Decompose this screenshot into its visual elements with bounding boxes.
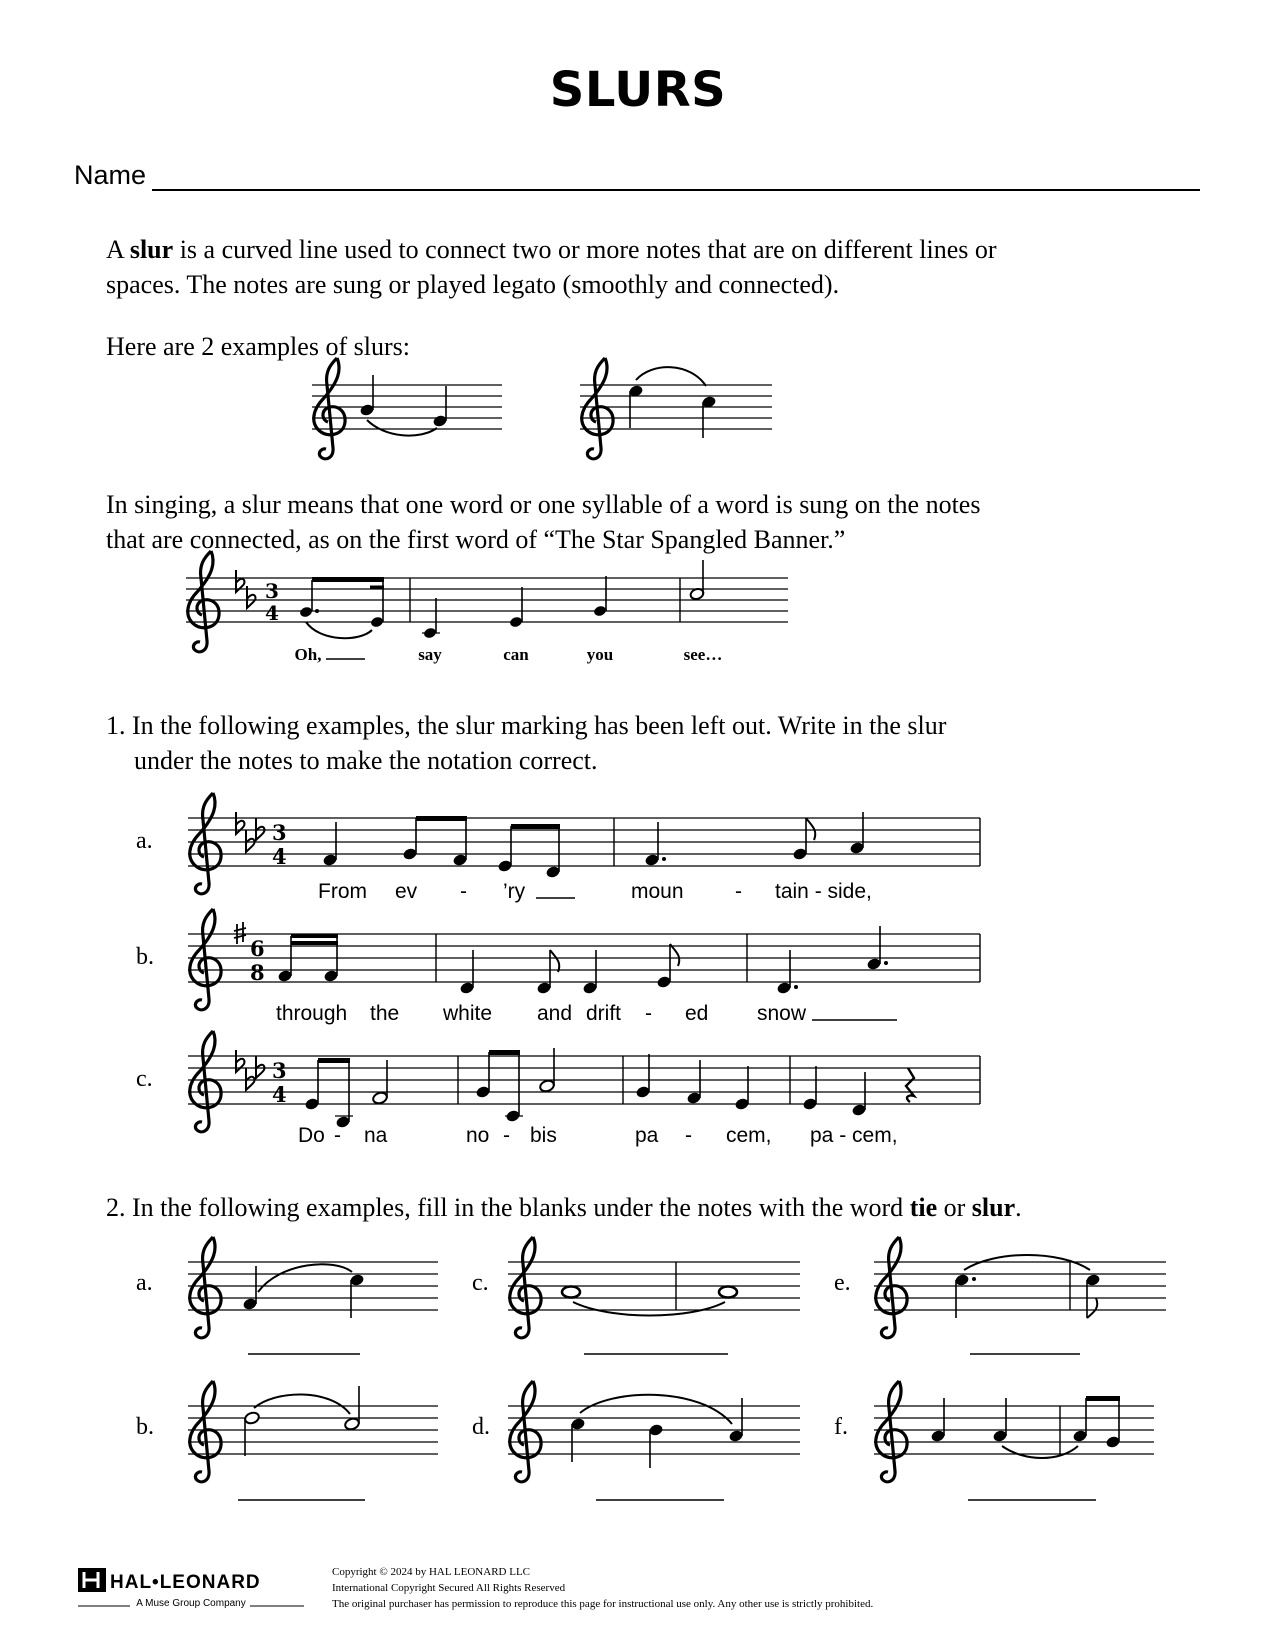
svg-text:c.: c.: [472, 1270, 489, 1296]
svg-text:na: na: [364, 1124, 388, 1147]
singing-line-1: In singing, a slur means that one word or one syllable of a word is sung on the notes: [106, 490, 981, 519]
svg-text:From: From: [318, 880, 367, 903]
treble-clef-icon: [314, 358, 345, 459]
svg-text:snow: snow: [757, 1002, 807, 1025]
question-1-line-1: 1. In the following examples, the slur marking has been left out. Write in the slur: [106, 711, 947, 740]
lyric-you: you: [586, 645, 614, 664]
svg-text:-: -: [685, 1124, 692, 1147]
time-sig-bottom: 4: [265, 601, 279, 625]
svg-text:cem,: cem,: [726, 1124, 772, 1147]
tie-mark: [1002, 1446, 1078, 1458]
flat-icon: [256, 1056, 265, 1078]
q1-example-a: [136, 793, 980, 903]
svg-text:b.: b.: [136, 1414, 154, 1440]
slur-mark: [580, 1395, 732, 1424]
svg-text:3: 3: [272, 820, 287, 845]
flat-icon: [246, 830, 255, 852]
lyric-say: say: [418, 645, 442, 664]
example-slur-2: [580, 358, 772, 459]
example-slur-1: [312, 358, 502, 459]
intro-line-2: spaces. The notes are sung or played legato (smoothly and connected).: [106, 270, 840, 299]
lyric-see: see…: [683, 645, 723, 664]
q2-example-c: [472, 1237, 800, 1354]
svg-text:and: and: [537, 1002, 573, 1025]
svg-text:-: -: [645, 1002, 652, 1025]
permission-line: The original purchaser has permission to reproduce this page for instructional use only. Any other use is strictly prohibited.: [332, 1598, 874, 1610]
svg-text:the: the: [370, 1002, 400, 1025]
svg-text:ev: ev: [395, 880, 418, 903]
svg-text:b.: b.: [136, 944, 154, 970]
word-tie: tie: [909, 1193, 938, 1222]
lyric-oh: Oh,: [294, 645, 322, 664]
examples-heading: Here are 2 examples of slurs:: [106, 332, 410, 361]
q2-example-d: [472, 1381, 800, 1500]
slur-mark: [258, 1264, 352, 1292]
svg-text:’ry: ’ry: [503, 880, 526, 903]
question-2: 2. In the following examples, fill in the blanks under the notes with the word tie or slur.: [106, 1193, 1022, 1222]
time-sig-top: 3: [265, 579, 279, 603]
svg-text:-: -: [503, 1124, 510, 1147]
flat-icon: [236, 1050, 245, 1072]
staff-lines: [312, 385, 502, 429]
rest-icon: [906, 1068, 914, 1102]
svg-text:d.: d.: [472, 1414, 490, 1440]
publisher-logo-text: HAL•LEONARD: [110, 1572, 261, 1593]
word-slur: slur: [971, 1193, 1016, 1222]
staff-lines: [188, 818, 980, 866]
copyright-line: Copyright © 2024 by HAL LEONARD LLC: [332, 1566, 530, 1578]
page-title: SLURS: [549, 62, 727, 118]
svg-text:e.: e.: [834, 1270, 851, 1296]
svg-text:-: -: [460, 880, 467, 903]
flat-icon: [246, 1068, 255, 1090]
staff-lines: [580, 385, 772, 429]
tie-mark: [573, 1302, 725, 1316]
slur-mark: [367, 420, 437, 436]
treble-clef-icon: [582, 358, 613, 459]
svg-text:-: -: [334, 1124, 341, 1147]
publisher-logo-sub: A Muse Group Company: [136, 1598, 246, 1609]
svg-text:ed: ed: [685, 1002, 709, 1025]
q1-example-b: [136, 909, 980, 1025]
treble-clef-icon: [190, 909, 221, 1010]
svg-text:c.: c.: [136, 1066, 153, 1092]
treble-clef-icon: [190, 1031, 221, 1132]
svg-text:4: 4: [272, 844, 287, 869]
intro-line-1: A slur is a curved line used to connect two or more notes that are on different lines or: [106, 235, 997, 264]
label-a: a.: [136, 828, 153, 854]
treble-clef-icon: [188, 551, 219, 652]
svg-text:pa - cem,: pa - cem,: [810, 1124, 898, 1147]
slur-mark: [636, 367, 706, 386]
flat-icon: [236, 812, 245, 834]
svg-text:3: 3: [272, 1058, 287, 1083]
singing-line-2: that are connected, as on the first word of “The Star Spangled Banner.”: [106, 525, 846, 554]
slur-mark: [254, 1394, 350, 1414]
svg-text:a.: a.: [136, 1270, 153, 1296]
name-label: Name: [74, 160, 147, 190]
svg-text:6: 6: [250, 936, 265, 961]
flat-icon: [256, 818, 265, 840]
svg-text:Do: Do: [298, 1124, 325, 1147]
treble-clef-icon: [190, 793, 221, 894]
q2-example-e: [834, 1237, 1166, 1354]
svg-text:no: no: [466, 1124, 490, 1147]
svg-text:bis: bis: [530, 1124, 557, 1147]
q1-example-c: [136, 1031, 980, 1147]
svg-text:8: 8: [250, 960, 265, 985]
svg-text:pa: pa: [635, 1124, 659, 1147]
lyric-can: can: [503, 645, 529, 664]
svg-text:4: 4: [272, 1082, 287, 1107]
slur-term: slur: [129, 235, 174, 264]
q2-example-f: [834, 1381, 1154, 1500]
q2-example-a: [136, 1237, 438, 1354]
star-spangled-staff: [186, 551, 788, 664]
secured-line: International Copyright Secured All Rights Reserved: [332, 1582, 566, 1594]
svg-text:white: white: [443, 1002, 493, 1025]
svg-text:tain - side,: tain - side,: [775, 880, 872, 903]
svg-text:drift: drift: [586, 1002, 622, 1025]
svg-text:moun: moun: [631, 880, 684, 903]
question-1-line-2: under the notes to make the notation correct.: [134, 746, 598, 775]
svg-text:f.: f.: [834, 1414, 848, 1440]
sharp-icon: [234, 922, 246, 944]
q2-example-b: [136, 1381, 438, 1500]
svg-text:through: through: [276, 1002, 348, 1025]
staff-lines: [188, 1056, 980, 1104]
slur-mark: [306, 622, 372, 638]
svg-text:-: -: [735, 880, 742, 903]
